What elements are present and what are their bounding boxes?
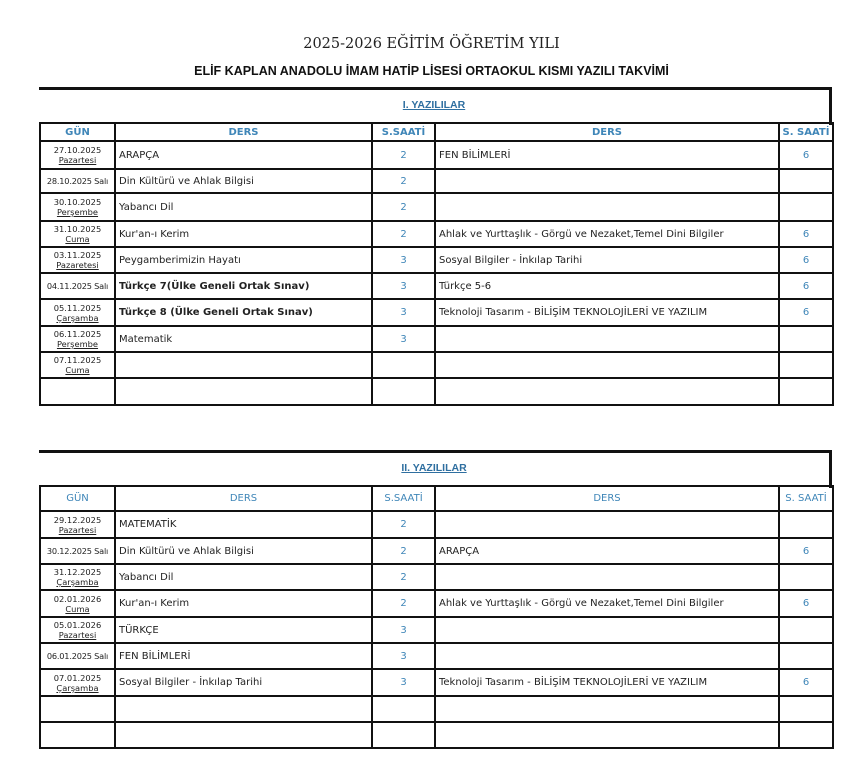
subject-cell-1: Kur'an-ı Kerim — [115, 590, 372, 617]
subject-cell-2 — [435, 352, 779, 378]
hours-cell-1: 2 — [372, 169, 435, 193]
date-cell — [40, 169, 115, 193]
table-row — [40, 326, 833, 352]
table-row — [40, 352, 833, 378]
subject-cell-1: Yabancı Dil — [115, 564, 372, 590]
subject-cell-2: Türkçe 5-6 — [435, 273, 779, 299]
date-text: 30.12.2025 Salı — [46, 546, 109, 556]
subject-cell-1: Din Kültürü ve Ahlak Bilgisi — [115, 538, 372, 564]
hours-cell-2 — [779, 617, 833, 643]
subject-cell-2 — [435, 564, 779, 590]
date-text: 07.11.2025 — [53, 355, 102, 365]
subject-cell-2 — [435, 169, 779, 193]
hours-cell-2: 6 — [779, 141, 833, 169]
hours-cell-2 — [779, 193, 833, 221]
hours-cell-2 — [779, 169, 833, 193]
hours-cell-1 — [372, 352, 435, 378]
hours-cell-1: 2 — [372, 590, 435, 617]
date-cell — [40, 326, 115, 352]
header-ders-2: DERS — [435, 123, 779, 141]
subject-cell-1 — [115, 378, 372, 405]
hours-cell-2 — [779, 643, 833, 669]
subject-cell-1: TÜRKÇE — [115, 617, 372, 643]
weekday-text: Pazartesi — [58, 630, 97, 640]
hours-cell-2: 6 — [779, 221, 833, 247]
date-cell — [40, 352, 115, 378]
date-cell — [40, 141, 115, 169]
date-text: 28.10.2025 Salı — [46, 176, 109, 186]
header-ders-2: DERS — [435, 486, 779, 511]
subject-cell-1: Türkçe 8 (Ülke Geneli Ortak Sınav) — [115, 299, 372, 326]
table-row — [40, 221, 833, 247]
date-cell — [40, 273, 115, 299]
hours-cell-1: 3 — [372, 669, 435, 696]
table-row — [40, 511, 833, 538]
subject-cell-1: Sosyal Bilgiler - İnkılap Tarihi — [115, 669, 372, 696]
hours-cell-1: 2 — [372, 538, 435, 564]
header-saat-2: S. SAATİ — [779, 123, 833, 141]
school-title: ELİF KAPLAN ANADOLU İMAM HATİP LİSESİ ORTAOKUL KISMI YAZILI TAKVİMİ — [194, 64, 669, 78]
subject-cell-1: Matematik — [115, 326, 372, 352]
table-row — [40, 696, 833, 722]
hours-cell-2 — [779, 352, 833, 378]
header-row — [40, 486, 833, 511]
subject-cell-1: MATEMATİK — [115, 511, 372, 538]
table-row — [40, 141, 833, 169]
subject-cell-2 — [435, 378, 779, 405]
hours-cell-2 — [779, 326, 833, 352]
subject-cell-2 — [435, 643, 779, 669]
weekday-text: Cuma — [65, 234, 90, 244]
date-text: 02.01.2026 — [53, 593, 102, 604]
hours-cell-1: 3 — [372, 299, 435, 326]
date-text: 29.12.2025 — [53, 514, 102, 525]
hours-cell-1 — [372, 722, 435, 748]
weekday-text: Çarşamba — [56, 312, 99, 323]
table-row — [40, 590, 833, 617]
header-saat-2: S. SAATİ — [779, 486, 833, 511]
weekday-text: Cuma — [65, 365, 90, 375]
hours-cell-2 — [779, 722, 833, 748]
header-ders-1: DERS — [115, 486, 372, 511]
hours-cell-1: 2 — [372, 141, 435, 169]
hours-cell-1: 3 — [372, 617, 435, 643]
date-cell — [40, 564, 115, 590]
subject-cell-1 — [115, 722, 372, 748]
date-text: 03.11.2025 — [53, 250, 102, 260]
date-cell — [40, 511, 115, 538]
hours-cell-1: 2 — [372, 564, 435, 590]
table-row — [40, 378, 833, 405]
header-gun: GÜN — [40, 123, 115, 141]
subject-cell-1: Kur'an-ı Kerim — [115, 221, 372, 247]
hours-cell-2: 6 — [779, 590, 833, 617]
hours-cell-1: 3 — [372, 643, 435, 669]
hours-cell-2 — [779, 378, 833, 405]
table-row — [40, 722, 833, 748]
section2-title: II. YAZILILAR — [401, 462, 467, 474]
hours-cell-1: 3 — [372, 273, 435, 299]
date-cell — [40, 299, 115, 326]
date-cell — [40, 247, 115, 273]
header-saat-1: S.SAATİ — [372, 123, 435, 141]
subject-cell-2 — [435, 326, 779, 352]
subject-cell-2 — [435, 696, 779, 722]
date-text: 31.10.2025 — [53, 224, 102, 234]
hours-cell-1 — [372, 696, 435, 722]
hours-cell-1: 2 — [372, 511, 435, 538]
subject-cell-1: Türkçe 7(Ülke Geneli Ortak Sınav) — [115, 273, 372, 299]
date-text: 27.10.2025 — [53, 145, 102, 155]
header-ders-1: DERS — [115, 123, 372, 141]
subject-cell-1: ARAPÇA — [115, 141, 372, 169]
subject-cell-2: Sosyal Bilgiler - İnkılap Tarihi — [435, 247, 779, 273]
header-gun: GÜN — [40, 486, 115, 511]
weekday-text: Pazaretesi — [56, 260, 99, 270]
table-row — [40, 669, 833, 696]
date-cell — [40, 193, 115, 221]
table-row — [40, 643, 833, 669]
date-text: 30.10.2025 — [53, 197, 102, 207]
hours-cell-2 — [779, 564, 833, 590]
section2-frame — [39, 450, 832, 488]
hours-cell-1: 3 — [372, 326, 435, 352]
date-text: 06.11.2025 — [53, 329, 102, 339]
weekday-text: Pazartesi — [58, 155, 97, 165]
subject-cell-2 — [435, 722, 779, 748]
subject-cell-1: Yabancı Dil — [115, 193, 372, 221]
date-cell — [40, 643, 115, 669]
table-row — [40, 273, 833, 299]
date-cell — [40, 617, 115, 643]
subject-cell-2 — [435, 193, 779, 221]
hours-cell-1: 2 — [372, 193, 435, 221]
table-row — [40, 169, 833, 193]
weekday-text: Pazartesi — [58, 524, 97, 535]
subject-cell-2: Teknoloji Tasarım - BİLİŞİM TEKNOLOJİLERİ VE YAZILIM — [435, 669, 779, 696]
subject-cell-2: Teknoloji Tasarım - BİLİŞİM TEKNOLOJİLERİ VE YAZILIM — [435, 299, 779, 326]
header-saat-1: S.SAATİ — [372, 486, 435, 511]
date-cell — [40, 696, 115, 722]
subject-cell-2 — [435, 511, 779, 538]
date-cell — [40, 722, 115, 748]
weekday-text: Perşembe — [56, 207, 99, 217]
hours-cell-2: 6 — [779, 669, 833, 696]
section1-table — [39, 122, 834, 406]
date-cell — [40, 669, 115, 696]
subject-cell-1: FEN BİLİMLERİ — [115, 643, 372, 669]
section1-frame — [39, 87, 832, 125]
subject-cell-2: FEN BİLİMLERİ — [435, 141, 779, 169]
date-text: 31.12.2025 — [53, 567, 102, 577]
hours-cell-1 — [372, 378, 435, 405]
table-row — [40, 617, 833, 643]
weekday-text: Cuma — [65, 603, 90, 614]
date-cell — [40, 590, 115, 617]
hours-cell-2: 6 — [779, 273, 833, 299]
section1-title: I. YAZILILAR — [402, 99, 466, 111]
subject-cell-1: Din Kültürü ve Ahlak Bilgisi — [115, 169, 372, 193]
date-text: 06.01.2025 Salı — [46, 651, 109, 661]
subject-cell-1: Peygamberimizin Hayatı — [115, 247, 372, 273]
date-text: 05.11.2025 — [53, 302, 102, 313]
year-title: 2025-2026 EĞİTİM ÖĞRETİM YILI — [303, 36, 560, 52]
hours-cell-2: 6 — [779, 247, 833, 273]
date-text: 05.01.2026 — [53, 620, 102, 630]
hours-cell-2: 6 — [779, 299, 833, 326]
subject-cell-2 — [435, 617, 779, 643]
date-cell — [40, 538, 115, 564]
hours-cell-2: 6 — [779, 538, 833, 564]
hours-cell-2 — [779, 696, 833, 722]
date-cell — [40, 378, 115, 405]
subject-cell-2: Ahlak ve Yurttaşlık - Görgü ve Nezaket,Temel Dini Bilgiler — [435, 590, 779, 617]
header-row — [40, 123, 833, 141]
table-row — [40, 193, 833, 221]
subject-cell-2: ARAPÇA — [435, 538, 779, 564]
hours-cell-1: 3 — [372, 247, 435, 273]
subject-cell-1 — [115, 696, 372, 722]
date-text: 04.11.2025 Salı — [46, 281, 109, 291]
date-cell — [40, 221, 115, 247]
subject-cell-2: Ahlak ve Yurttaşlık - Görgü ve Nezaket,Temel Dini Bilgiler — [435, 221, 779, 247]
weekday-text: Çarşamba — [56, 682, 99, 693]
weekday-text: Çarşamba — [56, 577, 99, 587]
table-row — [40, 299, 833, 326]
table-row — [40, 564, 833, 590]
hours-cell-2 — [779, 511, 833, 538]
table-row — [40, 538, 833, 564]
section2-table — [39, 485, 834, 749]
subject-cell-1 — [115, 352, 372, 378]
weekday-text: Perşembe — [56, 339, 99, 349]
date-text: 07.01.2025 — [53, 672, 102, 683]
hours-cell-1: 2 — [372, 221, 435, 247]
table-row — [40, 247, 833, 273]
